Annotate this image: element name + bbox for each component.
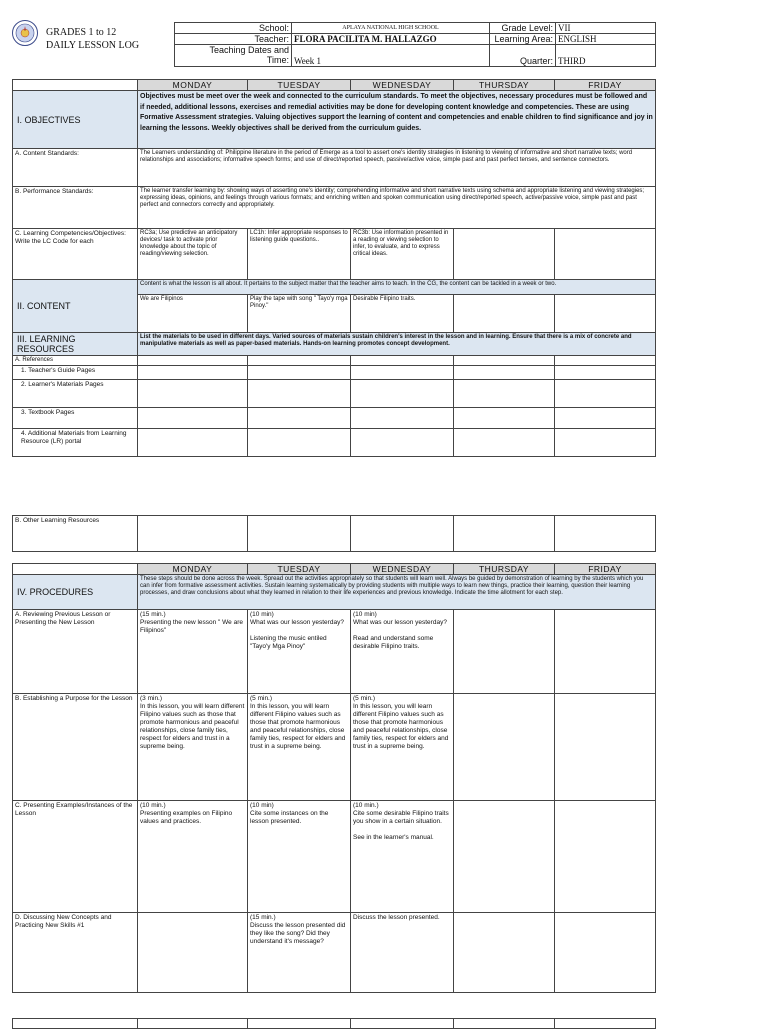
learners-materials-label: 2. Learner's Materials Pages <box>13 380 138 408</box>
examples-thursday <box>454 801 555 913</box>
grade-label: Grade Level: <box>490 23 556 34</box>
objectives-note: Objectives must be meet over the week and connected to the curriculum standards. To meet the objectives, necessary procedures must be followed and if needed, additional lessons, exercises and remedial activities may be done for developing content knowledge and competencies. These are using Formative Assessment strategies. Valuing objectives support the learning of content and competencies and enable children to find significance and joy in learning the lessons. Weekly objectives shall be derived from the curriculum guides. <box>138 91 656 149</box>
competency-thursday <box>454 229 555 280</box>
competency-tuesday: LC1h: Infer appropriate responses to listening guide questions.. <box>248 229 351 280</box>
other-resources-table <box>12 515 656 552</box>
content-monday: We are Filipinos <box>138 295 248 333</box>
proc-day-thursday: THURSDAY <box>454 564 555 575</box>
objectives-label: I. OBJECTIVES <box>13 91 138 149</box>
new-concepts-tuesday: (15 min.) Discuss the lesson presented did they like the song? Did they understand it's message? <box>248 913 351 993</box>
form-title <box>46 26 139 52</box>
content-thursday <box>454 295 555 333</box>
examples-monday: (10 min.) Presenting examples on Filipino values and practices. <box>138 801 248 913</box>
proc-day-wednesday: WEDNESDAY <box>351 564 454 575</box>
reviewing-wednesday: (10 min) What was our lesson yesterday? Read and understand some desirable Filipino traits. <box>351 610 454 694</box>
other-resources-label: B. Other Learning Resources <box>13 516 138 552</box>
competency-monday: RC3a; Use predictive an anticipatory devices/ task to activate prior knowledge about the topic of reading/viewing selection. <box>138 229 248 280</box>
school-label: School: <box>175 23 292 34</box>
purpose-thursday <box>454 694 555 801</box>
learning-area-value: ENGLISH <box>556 34 656 45</box>
dates-value: Week 1 <box>292 45 490 67</box>
dates-label-2: Time: <box>266 55 289 65</box>
form-title-line2: DAILY LESSON LOG <box>46 40 140 51</box>
content-note: Content is what the lesson is all about. It pertains to the subject matter that the teacher aims to teach. In the CG, the content can be tackled in a week or two. <box>138 280 656 295</box>
dates-label <box>175 45 292 67</box>
purpose-wednesday: (5 min.) In this lesson, you will learn different Filipino values such as those that promote harmonious and peaceful relationships, close family ties, respect for elders and trust in a supreme being. <box>351 694 454 801</box>
day-tuesday: TUESDAY <box>248 80 351 91</box>
examples-friday <box>555 801 656 913</box>
day-monday: MONDAY <box>138 80 248 91</box>
procedures-note: These steps should be done across the week. Spread out the activities appropriately so that students will learn well. Always be guided by demonstration of learning by the students which you can infer from formative assessment activities. Sustain learning systematically by providing students with multiple ways to learn new things, practice their learning, question their learning processes, and draw conclusions about what they learned in relation to their life experiences and previous knowledge. Indicate the time allotment for each step. <box>138 575 656 610</box>
reviewing-tuesday: (10 min) What was our lesson yesterday? Listening the music entiled "Tayo'y Mga Pinoy" <box>248 610 351 694</box>
grade-value: VII <box>556 23 656 34</box>
proc-day-tuesday: TUESDAY <box>248 564 351 575</box>
reviewing-monday: (15 min.) Presenting the new lesson " We are Filipinos" <box>138 610 248 694</box>
learning-resources-note: List the materials to be used in different days. Varied sources of materials sustain children's interest in the lesson and in learning. Ensure that there is a mix of concrete and manipulative materials as well as paper-based materials. Hands-on learning promotes concept development. <box>138 333 656 356</box>
performance-standards-label: B. Performance Standards: <box>13 187 138 229</box>
competency-friday <box>555 229 656 280</box>
reviewing-friday <box>555 610 656 694</box>
procedures-table <box>12 563 656 993</box>
content-standards-text: The Learners understanding of: Philippine literature in the period of Emerge as a tool to assert one's identity strategies in listening to viewing of informative and short narrative texts; word relationships and associations; informative speech forms; and use of direct/reported speech, passive/active voice, simple past and past perfect tenses, and sentence connectors. <box>138 149 656 187</box>
content-label: II. CONTENT <box>13 280 138 333</box>
new-concepts-friday <box>555 913 656 993</box>
day-thursday: THURSDAY <box>454 80 555 91</box>
new-concepts-label: D. Discussing New Concepts and Practicing New Skills #1 <box>13 913 138 993</box>
objectives-content-table <box>12 79 656 457</box>
new-concepts-thursday <box>454 913 555 993</box>
competency-wednesday: RC3b: Use information presented in a reading or viewing selection to infer, to evaluate, and to express critical ideas. <box>351 229 454 280</box>
references-label: A. References <box>13 356 138 366</box>
content-tuesday: Play the tape with song " Tayo'y mga Pinoy." <box>248 295 351 333</box>
examples-label: C. Presenting Examples/Instances of the Lesson <box>13 801 138 913</box>
form-title-line1: GRADES 1 to 12 <box>46 27 117 38</box>
content-standards-label: A. Content Standards: <box>13 149 138 187</box>
procedures-label: IV. PROCEDURES <box>13 575 138 610</box>
new-concepts-monday <box>138 913 248 993</box>
examples-wednesday: (10 min.) Cite some desirable Filipino traits you show in a certain situation. See in the learner's manual. <box>351 801 454 913</box>
textbook-pages-label: 3. Textbook Pages <box>13 408 138 429</box>
learning-area-label: Learning Area: <box>490 34 556 45</box>
dates-label-1: Teaching Dates and <box>209 45 289 55</box>
teacher-value: FLORA PACILITA M. HALLAZGO <box>292 34 490 45</box>
competencies-label: C. Learning Competencies/Objectives: Write the LC Code for each <box>13 229 138 280</box>
day-wednesday: WEDNESDAY <box>351 80 454 91</box>
day-friday: FRIDAY <box>555 80 656 91</box>
teachers-guide-label: 1. Teacher's Guide Pages <box>13 366 138 380</box>
content-wednesday: Desirable Filipino traits. <box>351 295 454 333</box>
school-value: APLAYA NATIONAL HIGH SCHOOL <box>292 23 490 34</box>
performance-standards-text: The learner transfer learning by: showing ways of asserting one's identity; comprehending informative and short narrative texts using schema and appropriate listening and viewing strategies; expressing ideas, opinions, and feelings through various formats; and enriching written and spoken communication using direct/reported speech, active/passive voice, simple past and past perfect and connectors correctly and appropriately. <box>138 187 656 229</box>
content-friday <box>555 295 656 333</box>
lr-portal-label: 4. Additional Materials from Learning Resource (LR) portal <box>13 429 138 457</box>
learning-resources-label: III. LEARNING RESOURCES <box>13 333 138 356</box>
proc-day-monday: MONDAY <box>138 564 248 575</box>
purpose-monday: (3 min.) In this lesson, you will learn different Filipino values such as those that promote harmonious and peaceful relationships, close family ties, respect for elders and trust in a supreme being. <box>138 694 248 801</box>
examples-tuesday: (10 min) Cite some instances on the lesson presented. <box>248 801 351 913</box>
new-concepts-wednesday: Discuss the lesson presented. <box>351 913 454 993</box>
purpose-tuesday: (5 min.) In this lesson, you will learn different Filipino values such as those that promote harmonious and peaceful relationships, close family ties, respect for elders and trust in a supreme being. <box>248 694 351 801</box>
reviewing-thursday <box>454 610 555 694</box>
reviewing-lesson-label: A. Reviewing Previous Lesson or Presenting the New Lesson <box>13 610 138 694</box>
quarter-label: Quarter: <box>490 45 556 67</box>
proc-day-friday: FRIDAY <box>555 564 656 575</box>
quarter-value: THIRD <box>556 45 656 67</box>
purpose-label: B. Establishing a Purpose for the Lesson <box>13 694 138 801</box>
deped-seal-icon <box>12 20 38 46</box>
teacher-label: Teacher: <box>175 34 292 45</box>
purpose-friday <box>555 694 656 801</box>
header-info-table <box>174 22 656 67</box>
